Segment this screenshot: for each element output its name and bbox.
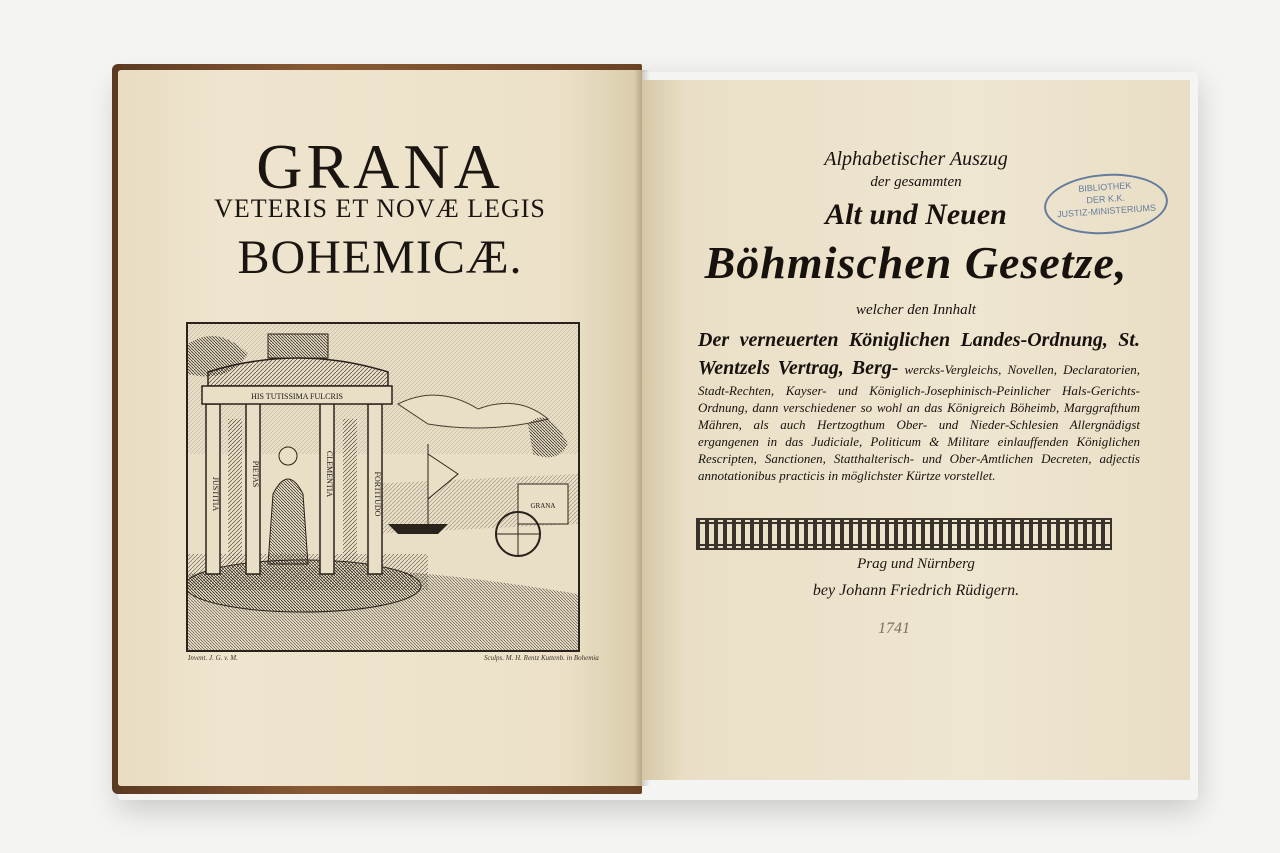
title-bohemicae: BOHEMICÆ. [237, 231, 523, 284]
pencil-note: 1741 [878, 620, 910, 637]
title-grana: GRANA [256, 131, 504, 202]
stamp-line: BIBLIOTHEK [1078, 180, 1132, 194]
title-line-auszug: Alphabetischer Auszug [824, 148, 1008, 170]
engraving-column-label: CLEMENTIA [325, 450, 334, 498]
imprint-publisher: bey Johann Friedrich Rüdigern. [812, 582, 1020, 599]
imprint-place: Prag und Nürnberg [857, 556, 975, 572]
title-line-alt-neuen: Alt und Neuen [825, 198, 1007, 231]
engraving-caption-left: Invent. J. G. v. M. [188, 654, 238, 662]
engraving-column-label: JUSTITIA [211, 476, 220, 512]
engraving-column-label: PIETAS [251, 460, 260, 488]
title-body-text [698, 326, 1140, 484]
engraving-mill-sign: GRANA [530, 502, 556, 510]
right-page [642, 80, 1190, 780]
title-line-innhalt: welcher den Innhalt [856, 302, 976, 318]
ornamental-border [696, 518, 1112, 550]
body-text-small: wercks-Vergleichs, Novellen, Declaratorien, Stadt-Rechten, Kayser- und Königlich-Josephinisch-Peinlicher Hals-Gerichts-Ordnung, dann verschiedener so wohl an das Königreich Böheimb, Marggrafthum Mähren, als auch Hertzogthum Ober- und Nieder-Schlesien Allergnädigst ergangenen in das Judiciale, Politicum & Militare einlauffenden Königlichen Rescripten, Sanctionen, Statthalterisch- und Ober-Amtlichen Decreten, adjectis annotationibus practicis in möglichster Kürtze vorstellet. [698, 362, 1140, 483]
engraving-banner: HIS TUTISSIMA FULCRIS [251, 392, 343, 401]
left-page [118, 70, 642, 786]
title-line-gesammten: der gesammten [870, 174, 962, 190]
engraving-caption-right: Sculps. M. H. Rentz Kuttenb. in Bohemia [484, 654, 599, 662]
title-veteris: VETERIS ET NOVÆ LEGIS [214, 194, 546, 223]
title-line-gesetze: Böhmischen Gesetze, [704, 237, 1128, 288]
engraving-column-label: FORTITUDO [373, 471, 382, 517]
frontispiece-engraving [186, 322, 580, 652]
body-text-large: Der verneuerten Königlichen Landes-Ordnung, St. Wentzels Vertrag, Berg- [698, 329, 1140, 379]
stamp-line: JUSTIZ-MINISTERIUMS [1056, 202, 1157, 220]
stamp-line: DER K.K. [1086, 192, 1126, 206]
